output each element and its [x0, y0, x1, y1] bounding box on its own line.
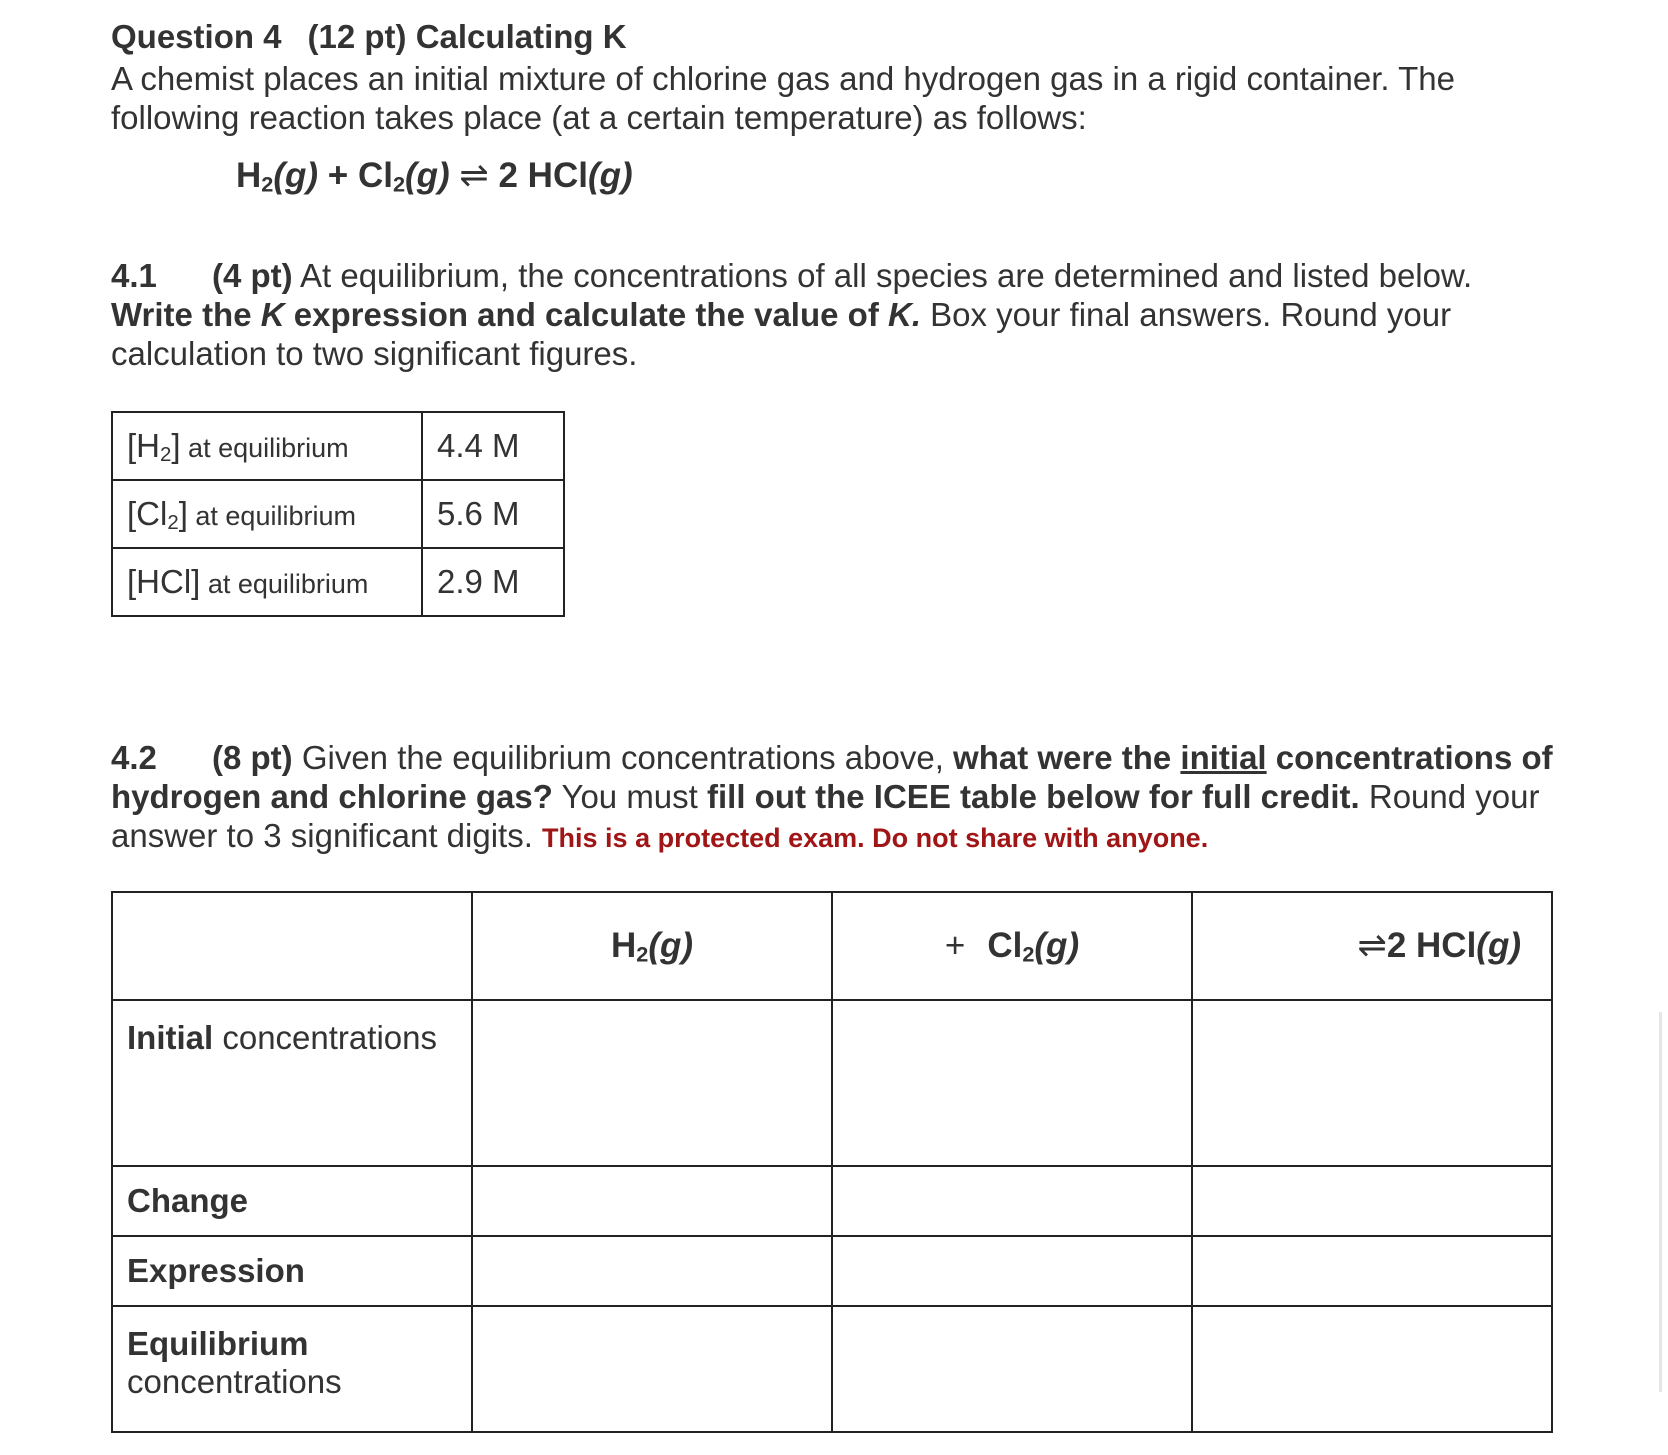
- icee-label-expression: Expression: [112, 1236, 472, 1306]
- hcl-formula: 2 HCl: [1386, 926, 1477, 965]
- icee-header-hcl: [1192, 892, 1552, 1000]
- reactant-h2-state: (g): [273, 156, 319, 195]
- initial-rest: concentrations: [213, 1019, 437, 1056]
- species-cell: [112, 412, 422, 480]
- reactant-h2: H: [236, 156, 262, 195]
- q42-text1: Given the equilibrium concentrations above,: [292, 739, 954, 776]
- species-label: at equilibrium: [180, 433, 349, 463]
- icee-cell-equilibrium-h2[interactable]: [472, 1306, 832, 1432]
- product-hcl: 2 HCl: [498, 156, 588, 195]
- q41-text1: At equilibrium, the concentrations of all species are determined and listed below.: [292, 257, 1473, 294]
- initial-bold: Initial: [127, 1019, 214, 1056]
- icee-cell-change-h2[interactable]: [472, 1166, 832, 1236]
- cl2-formula: Cl: [987, 926, 1023, 965]
- protected-exam-warning: This is a protected exam. Do not share with anyone.: [542, 823, 1209, 853]
- icee-corner-cell: [112, 892, 472, 1000]
- question-points-title: (12 pt) Calculating K: [307, 18, 627, 55]
- species-subscript: 2: [167, 511, 179, 535]
- icee-cell-initial-h2[interactable]: [472, 1000, 832, 1166]
- icee-cell-initial-hcl[interactable]: [1192, 1000, 1552, 1166]
- species-name: [H: [127, 427, 160, 464]
- icee-cell-equilibrium-cl2[interactable]: [832, 1306, 1192, 1432]
- icee-table: [111, 891, 1553, 1433]
- question-intro: A chemist places an initial mixture of chlorine gas and hydrogen gas in a rigid container. The following reaction takes place (at a certain temperature) as follows:: [111, 60, 1455, 136]
- q42-text3: Round your answer to 3 significant digits.: [111, 778, 1540, 854]
- icee-header-cl2: [832, 892, 1192, 1000]
- value-cell: 5.6 M: [422, 480, 564, 548]
- q42-number: 4.2: [111, 739, 157, 776]
- q41-number: 4.1: [111, 257, 157, 294]
- icee-header-h2: [472, 892, 832, 1000]
- equilibrium-rest: concentrations: [127, 1363, 342, 1400]
- q41-points: (4 pt): [212, 257, 293, 294]
- species-name: [HCl: [127, 563, 192, 600]
- question-title: [111, 18, 627, 56]
- reaction-plus: +: [318, 156, 358, 195]
- icee-label-change: Change: [112, 1166, 472, 1236]
- icee-cell-initial-cl2[interactable]: [832, 1000, 1192, 1166]
- h2-subscript: 2: [636, 941, 649, 967]
- species-name: [Cl: [127, 495, 168, 532]
- plus-sign: +: [944, 926, 966, 965]
- h2-formula: H: [610, 926, 637, 965]
- icee-row-initial: [112, 1000, 1552, 1166]
- reactant-cl2: Cl: [357, 156, 393, 195]
- icee-row-equilibrium: [112, 1306, 1552, 1432]
- q42-points: (8 pt): [212, 739, 293, 776]
- icee-row-expression: [112, 1236, 1552, 1306]
- q42-text2: You must: [552, 778, 707, 815]
- q41-k2: K.: [887, 296, 921, 333]
- icee-label-equilibrium: [112, 1306, 472, 1432]
- h2-state: (g): [648, 926, 694, 965]
- reactant-h2-subscript: 2: [261, 171, 274, 197]
- table-row: [112, 548, 564, 616]
- equilibrium-concentration-table: [111, 411, 565, 617]
- q41-bold2: expression and calculate the value of: [284, 296, 888, 333]
- species-subscript: 2: [160, 443, 172, 467]
- q42-underline: initial: [1180, 739, 1267, 776]
- cl2-subscript: 2: [1022, 941, 1035, 967]
- q41-bold1: Write the: [111, 296, 261, 333]
- cl2-state: (g): [1034, 926, 1080, 965]
- species-bracket: ]: [171, 427, 181, 464]
- icee-cell-expression-hcl[interactable]: [1192, 1236, 1552, 1306]
- scrollbar[interactable]: [1659, 1012, 1662, 1392]
- reactant-cl2-state: (g): [405, 156, 450, 195]
- q42-bold2: concentrations of hydrogen and chlorine gas?: [111, 739, 1553, 815]
- species-label: at equilibrium: [187, 501, 356, 531]
- product-hcl-state: (g): [587, 156, 633, 195]
- reactant-cl2-subscript: 2: [392, 171, 405, 197]
- icee-cell-equilibrium-hcl[interactable]: [1192, 1306, 1552, 1432]
- icee-cell-expression-cl2[interactable]: [832, 1236, 1192, 1306]
- question-number: Question 4: [111, 18, 282, 55]
- q42-bold1: what were the: [953, 739, 1181, 776]
- species-bracket: ]: [191, 563, 201, 600]
- icee-row-change: [112, 1166, 1552, 1236]
- icee-cell-change-cl2[interactable]: [832, 1166, 1192, 1236]
- reaction-equation: [236, 156, 633, 196]
- species-cell: [112, 480, 422, 548]
- species-bracket: ]: [178, 495, 188, 532]
- table-row: [112, 480, 564, 548]
- icee-cell-change-hcl[interactable]: [1192, 1166, 1552, 1236]
- hcl-state: (g): [1476, 926, 1521, 965]
- q41-text2: Box your final answers. Round your calculation to two significant figures.: [111, 296, 1452, 372]
- equilibrium-arrow-icon: ⇌: [449, 156, 499, 195]
- icee-label-initial: [112, 1000, 472, 1166]
- icee-header-row: [112, 892, 1552, 1000]
- q41-k1: K: [260, 296, 285, 333]
- q42-bold3: fill out the ICEE table below for full credit.: [707, 778, 1360, 815]
- question-4-2: [111, 738, 1561, 858]
- species-cell: [112, 548, 422, 616]
- table-row: [112, 412, 564, 480]
- equilibrium-arrow-icon: ⇌: [1357, 926, 1387, 965]
- value-cell: 2.9 M: [422, 548, 564, 616]
- question-4-1: [111, 256, 1561, 373]
- equilibrium-bold: Equilibrium: [127, 1325, 309, 1362]
- value-cell: 4.4 M: [422, 412, 564, 480]
- icee-cell-expression-h2[interactable]: [472, 1236, 832, 1306]
- species-label: at equilibrium: [200, 569, 369, 599]
